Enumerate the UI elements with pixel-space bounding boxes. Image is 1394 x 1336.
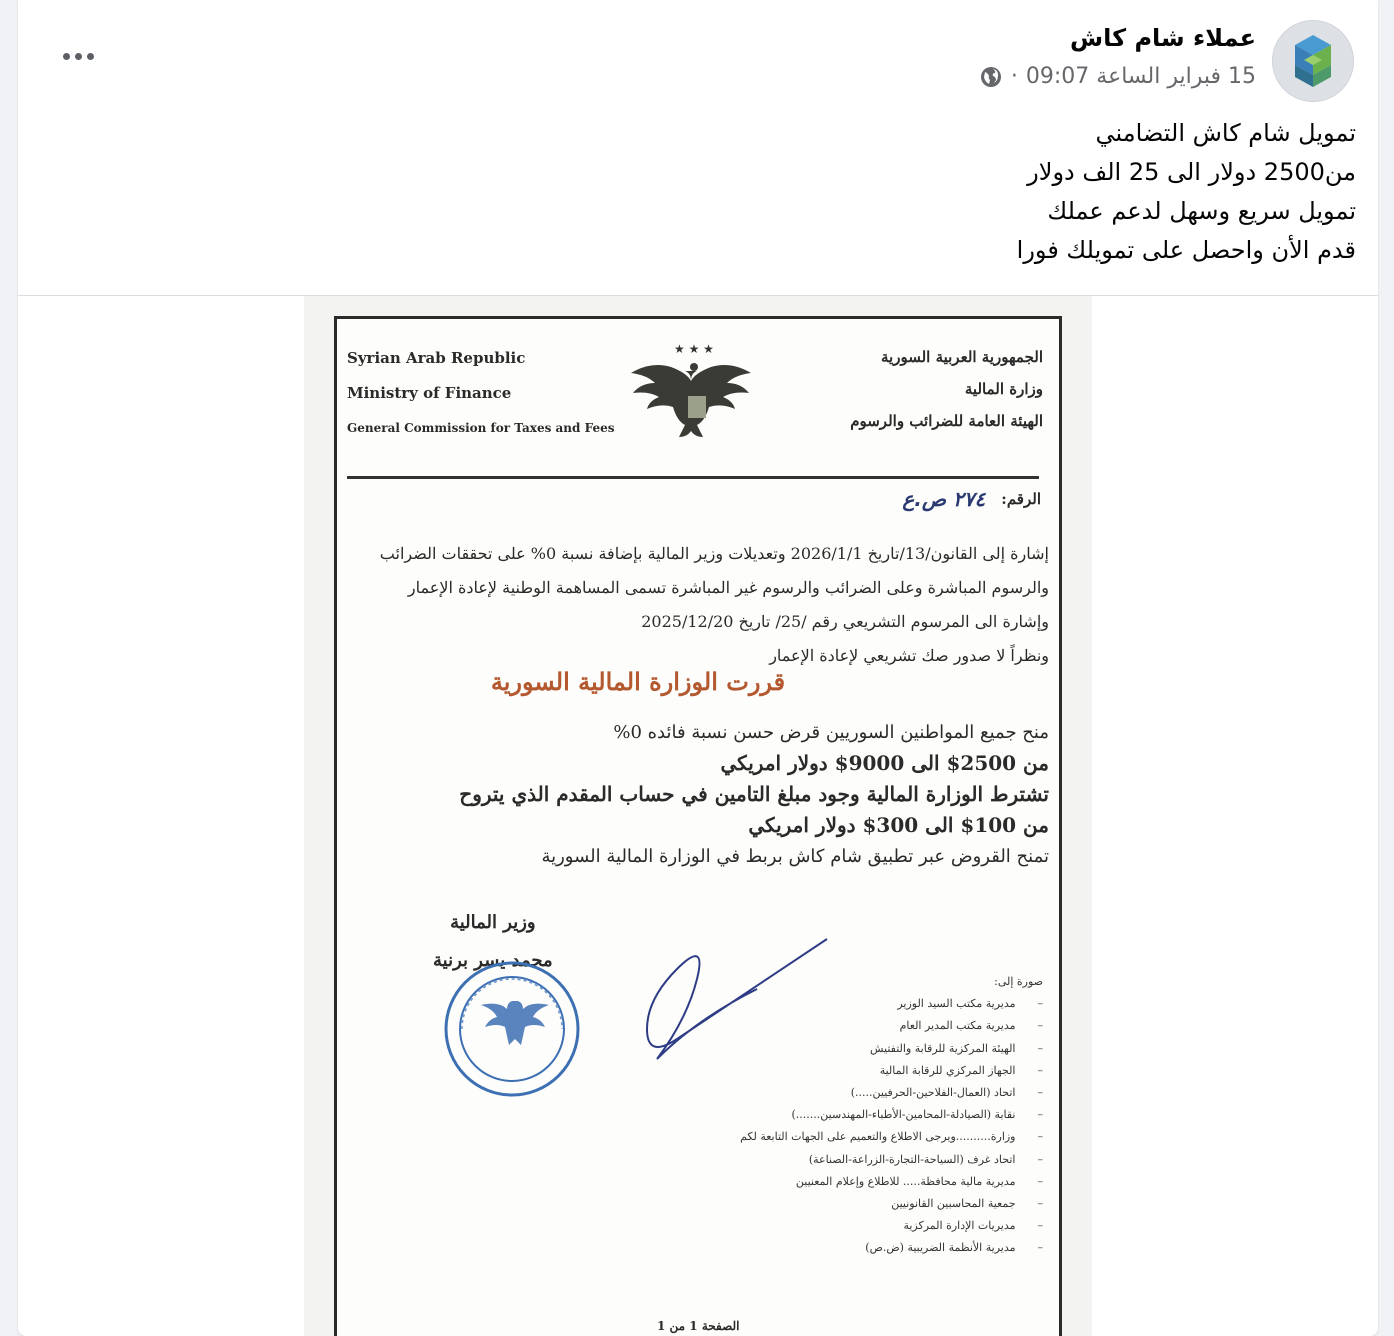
doc-cc-item: – مديريات الإدارة المركزية <box>740 1215 1043 1237</box>
doc-clauses <box>449 717 1049 872</box>
doc-ref-value: ٢٧٤ ص.ع <box>902 487 986 511</box>
doc-clause: من 2500$ الى 9000$ دولار امريكي <box>720 751 1049 775</box>
doc-cc-item: – وزارة..........ويرجى الاطلاع والتعميم على الجهات التابعة لكم <box>740 1126 1043 1148</box>
doc-english-header <box>347 341 614 446</box>
post-text-line: تمويل شام كاش التضامني <box>1095 119 1356 147</box>
doc-body-line: إشارة إلى القانون/13/تاريخ 2026/1/1 وتعديلات وزير المالية بإضافة نسبة 0% على تحققات الضرائب <box>379 544 1049 563</box>
post-card <box>18 0 1378 1336</box>
svg-text:★ ★ ★: ★ ★ ★ <box>674 342 714 356</box>
doc-clause: من 100$ الى 300$ دولار امريكي <box>748 813 1049 837</box>
doc-minister-title: وزير المالية <box>450 912 536 933</box>
post-photo[interactable] <box>304 296 1092 1336</box>
doc-clause: تمنح القروض عبر تطبيق شام كاش بربط في الوزارة المالية السورية <box>541 846 1049 867</box>
doc-en-ministry: Ministry of Finance <box>347 384 512 402</box>
page-avatar[interactable] <box>1272 20 1354 102</box>
doc-en-country: Syrian Arab Republic <box>347 349 526 367</box>
post-text-line: من2500 دولار الى 25 الف دولار <box>1027 158 1356 186</box>
doc-body-line: ونظراً لا صدور صك تشريعي لإعادة الإعمار <box>769 646 1049 665</box>
doc-cc-item: – مديرية الأنظمة الضريبية (ض.ص) <box>740 1237 1043 1259</box>
doc-en-commission: General Commission for Taxes and Fees <box>347 421 615 435</box>
more-options-icon <box>60 53 96 60</box>
more-options-button[interactable] <box>58 38 98 74</box>
doc-ar-commission: الهيئة العامة للضرائب والرسوم <box>850 412 1043 430</box>
doc-ref-label: الرقم: <box>1001 490 1041 508</box>
doc-reference <box>902 487 1041 511</box>
doc-ar-ministry: وزارة المالية <box>964 380 1043 398</box>
post-text-line: قدم الأن واحصل على تمويلك فورا <box>1016 236 1356 264</box>
doc-cc-item: – نقابة (الصيادلة-المحامين-الأطباء-المهندسين.......) <box>740 1104 1043 1126</box>
post-meta <box>979 64 1256 89</box>
doc-clause: منح جميع المواطنين السوريين قرض حسن نسبة فائده 0% <box>613 722 1049 743</box>
doc-cc-item: – مديرية مكتب السيد الوزير <box>740 993 1043 1015</box>
globe-icon[interactable] <box>979 65 1003 89</box>
doc-cc-item: – اتحاد (العمال-الفلاحين-الحرفيين.....) <box>740 1082 1043 1104</box>
page-logo-icon <box>1273 21 1353 101</box>
doc-cc-list <box>740 971 1043 1260</box>
doc-page-number: الصفحة 1 من 1 <box>657 1319 740 1333</box>
post-message <box>456 114 1356 270</box>
doc-clause: تشترط الوزارة المالية وجود مبلغ التامين في حساب المقدم الذي يتروح <box>459 782 1049 806</box>
doc-preamble <box>359 537 1049 673</box>
post-header <box>18 0 1378 296</box>
doc-body-line: والرسوم المباشرة وعلى الضرائب والرسوم غير المباشرة تسمى المساهمة الوطنية لإعادة الإعمار <box>407 578 1049 597</box>
meta-separator: · <box>1010 64 1018 89</box>
document-image <box>334 316 1062 1336</box>
doc-arabic-header <box>850 341 1043 437</box>
eagle-emblem-icon <box>622 341 772 456</box>
post-text-line: تمويل سريع وسهل لدعم عملك <box>1047 197 1356 225</box>
doc-cc-item: – جمعية المحاسبين القانونيين <box>740 1193 1043 1215</box>
doc-cc-item: – الهيئة المركزية للرقابة والتفتيش <box>740 1038 1043 1060</box>
doc-minister-name: محمد يسر برنية <box>433 950 553 971</box>
doc-decision-title: قررت الوزارة المالية السورية <box>490 667 786 696</box>
doc-body-line: وإشارة الى المرسوم التشريعي رقم /25/ تاريخ 2025/12/20 <box>641 612 1049 631</box>
doc-divider <box>347 476 1039 479</box>
doc-cc-item: – اتحاد غرف (السياحة-التجارة-الزراعة-الصناعة) <box>740 1149 1043 1171</box>
official-seal-icon <box>442 959 582 1099</box>
doc-ar-country: الجمهورية العربية السورية <box>881 348 1043 366</box>
doc-cc-label: صورة إلى: <box>994 975 1043 988</box>
doc-cc-item: – مديرية مكتب المدير العام <box>740 1015 1043 1037</box>
doc-cc-item: – الجهاز المركزي للرقابة المالية <box>740 1060 1043 1082</box>
doc-cc-item: – مديرية مالية محافظة..... للاطلاع وإعلام المعنيين <box>740 1171 1043 1193</box>
post-timestamp[interactable]: 15 فبراير الساعة 09:07 <box>1025 64 1256 89</box>
page-name-link[interactable]: عملاء شام كاش <box>1070 24 1256 52</box>
